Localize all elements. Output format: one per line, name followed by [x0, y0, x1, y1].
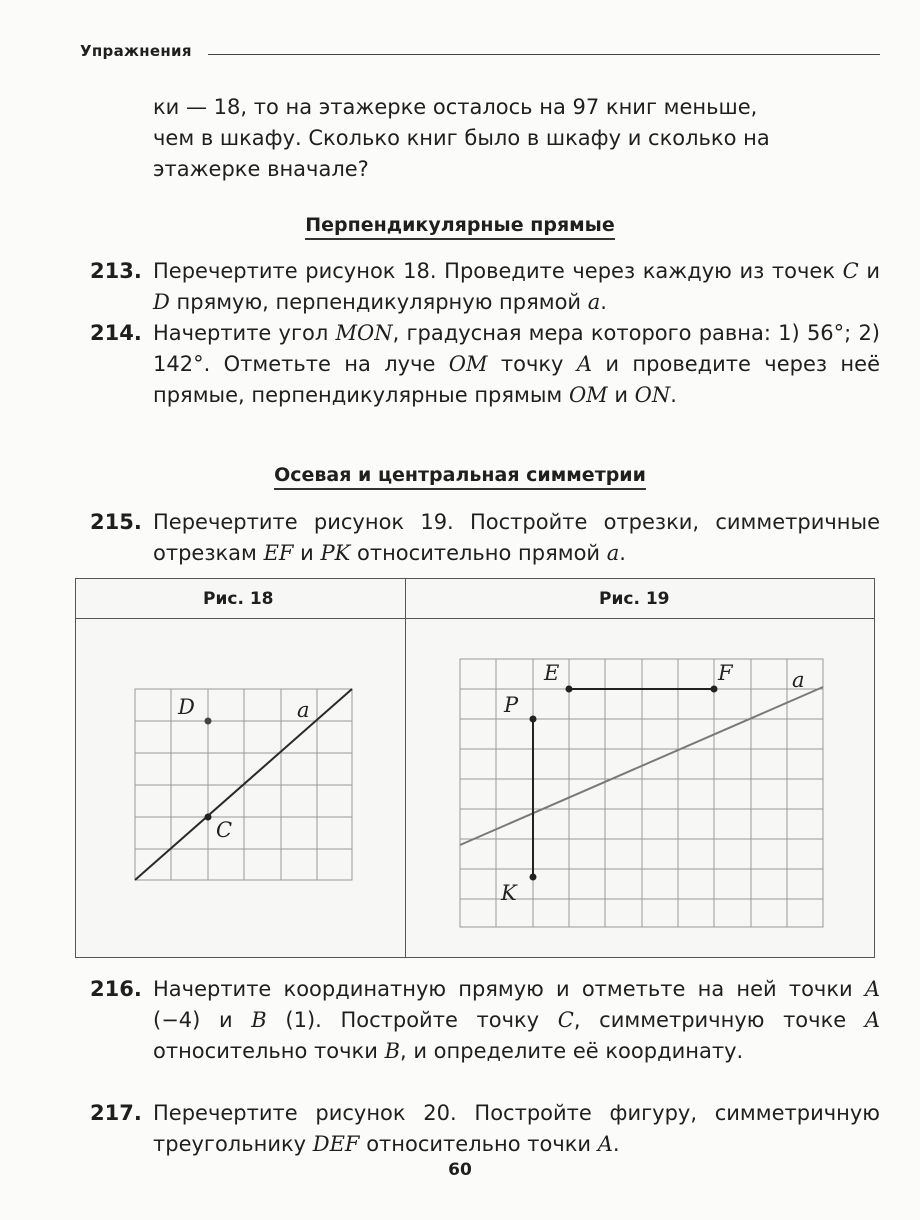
exercise-number: 217. — [90, 1101, 142, 1125]
fig19-label-P: P — [504, 693, 519, 717]
section-symmetry-text: Осевая и центральная симметрии — [274, 464, 646, 490]
top-paragraph — [153, 92, 880, 185]
exercise-text: Перечертите рисунок 19. Постройте отрезки, симметричные отрезкам EF и PK относительно прямой a. — [153, 510, 880, 565]
fig18-point-D — [205, 718, 212, 725]
top-line-1: ки — 18, то на этажерке осталось на 97 книг меньше, — [153, 95, 758, 119]
exercise-217 — [90, 1098, 880, 1160]
exercise-215 — [90, 507, 880, 569]
exercise-216 — [90, 974, 880, 1098]
section-title-perpendicular — [0, 214, 920, 236]
figures-separator — [405, 579, 406, 957]
header-rule — [208, 54, 880, 55]
exercise-number: 215. — [90, 510, 142, 534]
fig19-point-K — [530, 874, 537, 881]
exercise-text: Начертите координатную прямую и отметьте на ней точки A (−4) и B (1). Постройте точку C, симметричную точке A относительно точки B, и определите её координату. — [153, 977, 880, 1063]
figures-header — [76, 579, 874, 619]
exercise-213 — [90, 256, 880, 318]
section-perpendicular-text: Перпендикулярные прямые — [305, 214, 615, 240]
fig18-label-a: a — [297, 698, 310, 722]
figure-19 — [456, 655, 826, 933]
exercise-number: 213. — [90, 259, 142, 283]
fig18-point-C — [205, 814, 212, 821]
figures-panel — [75, 578, 875, 958]
fig19-label-F: F — [718, 661, 733, 685]
section-title-symmetry — [0, 464, 920, 486]
exercise-214 — [90, 318, 880, 442]
top-line-2: чем в шкафу. Сколько книг было в шкафу и сколько на — [153, 126, 770, 150]
fig19-point-E — [566, 686, 573, 693]
fig19-label-E: E — [544, 661, 560, 685]
exercise-number: 216. — [90, 977, 142, 1001]
top-line-3: этажерке вначале? — [153, 157, 369, 181]
figure-18 — [131, 687, 401, 887]
fig18-label-D: D — [178, 695, 195, 719]
fig18-label-C: C — [216, 818, 233, 842]
fig19-label-a: a — [792, 668, 805, 692]
page-header — [80, 42, 880, 68]
exercise-text: Перечертите рисунок 18. Проведите через каждую из точек C и D прямую, перпендикулярную прямой a. — [153, 259, 880, 314]
fig19-point-F — [711, 686, 718, 693]
page-number: 60 — [448, 1160, 472, 1180]
figure-18-title: Рис. 18 — [203, 589, 274, 609]
figure-19-title: Рис. 19 — [599, 589, 670, 609]
fig19-point-P — [530, 716, 537, 723]
exercise-number: 214. — [90, 321, 142, 345]
header-title: Упражнения — [80, 42, 192, 60]
exercise-text: Начертите угол MON, градусная мера которого равна: 1) 56°; 2) 142°. Отметьте на луче OM точку A и проведите через неё прямые, перпендикулярные прямым OM и ON. — [153, 321, 880, 407]
exercise-text: Перечертите рисунок 20. Постройте фигуру, симметричную треугольнику DEF относительно точки A. — [153, 1101, 880, 1156]
fig19-label-K: K — [501, 881, 517, 905]
